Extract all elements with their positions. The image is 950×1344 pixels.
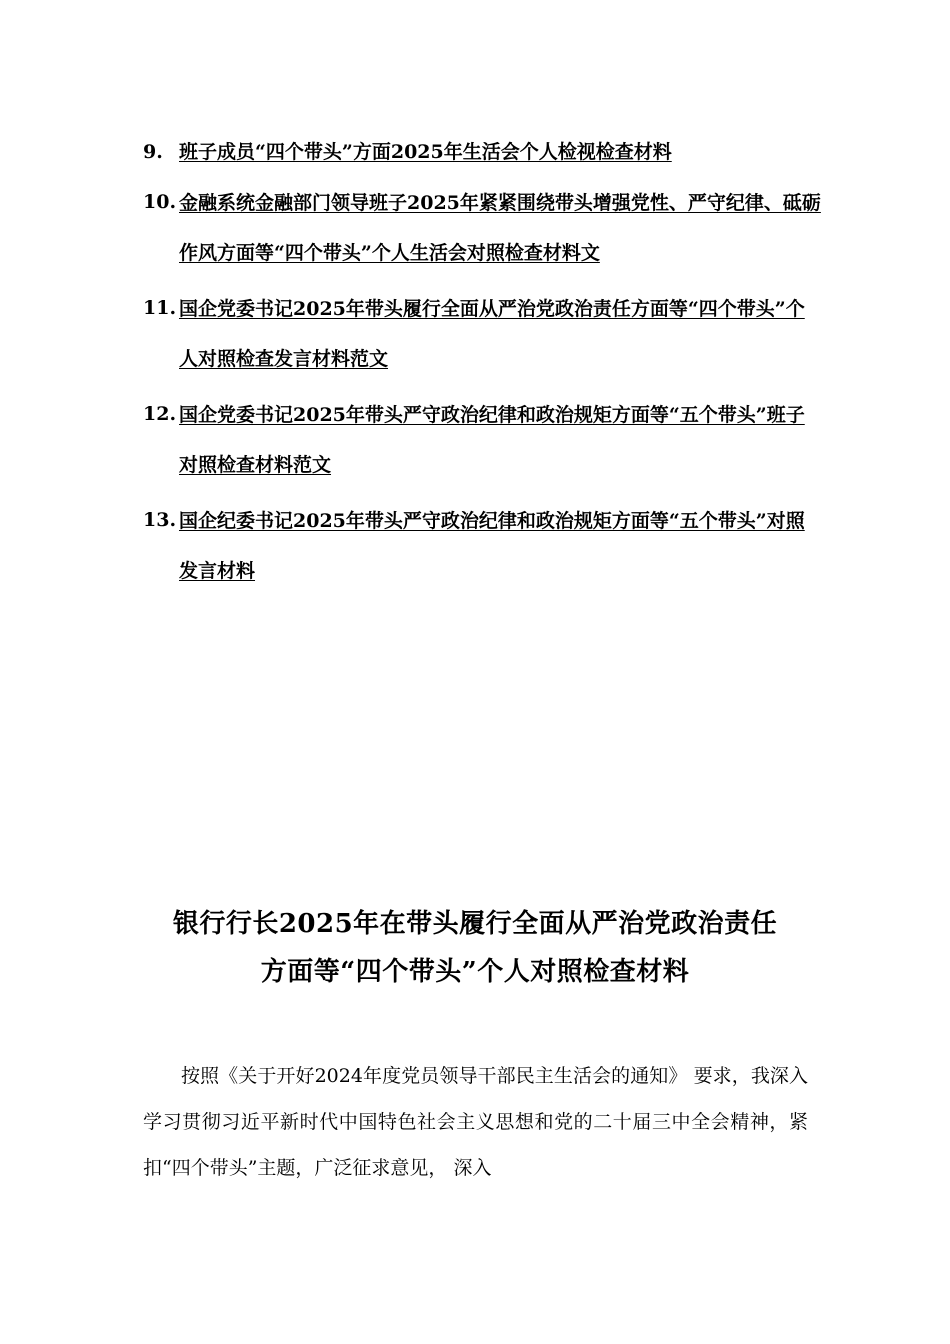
toc-link[interactable]: 国企纪委书记2025年带头严守政治纪律和政治规矩方面等“五个带头”对照发言材料 <box>179 510 805 582</box>
body-paragraph: 按照《关于开好2024年度党员领导干部民主生活会的通知》 要求，我深入学习贯彻习近平新时代中国特色社会主义思想和党的二十届三中全会精神，紧扣“四个带头”主题，广泛征求意见， 深入 <box>143 1065 808 1179</box>
toc-number: 9. <box>143 141 163 163</box>
title-line-2: 方面等“四个带头”个人对照检查材料 <box>260 957 690 987</box>
toc-item-10 <box>143 183 823 278</box>
toc-link[interactable]: 国企党委书记2025年带头履行全面从严治党政治责任方面等“四个带头”个人对照检查发言材料范文 <box>179 298 805 370</box>
title-line-1: 银行行长2025年在带头履行全面从严治党政治责任 <box>172 909 778 939</box>
toc-link[interactable]: 国企党委书记2025年带头严守政治纪律和政治规矩方面等“五个带头”班子对照检查材料范文 <box>179 404 805 476</box>
toc-number: 10. <box>143 191 177 213</box>
toc-number: 13. <box>143 509 177 531</box>
toc-item-11 <box>143 289 823 384</box>
toc-item-12 <box>143 395 823 490</box>
toc-item-13 <box>143 501 823 596</box>
table-of-contents <box>143 133 823 607</box>
toc-number: 11. <box>143 297 177 319</box>
toc-number: 12. <box>143 403 177 425</box>
toc-link[interactable]: 金融系统金融部门领导班子2025年紧紧围绕带头增强党性、严守纪律、砥砺作风方面等“四个带头”个人生活会对照检查材料文 <box>179 192 821 264</box>
toc-link[interactable]: 班子成员“四个带头”方面2025年生活会个人检视检查材料 <box>179 141 672 163</box>
toc-item-9 <box>143 133 823 172</box>
article-title <box>100 900 850 996</box>
